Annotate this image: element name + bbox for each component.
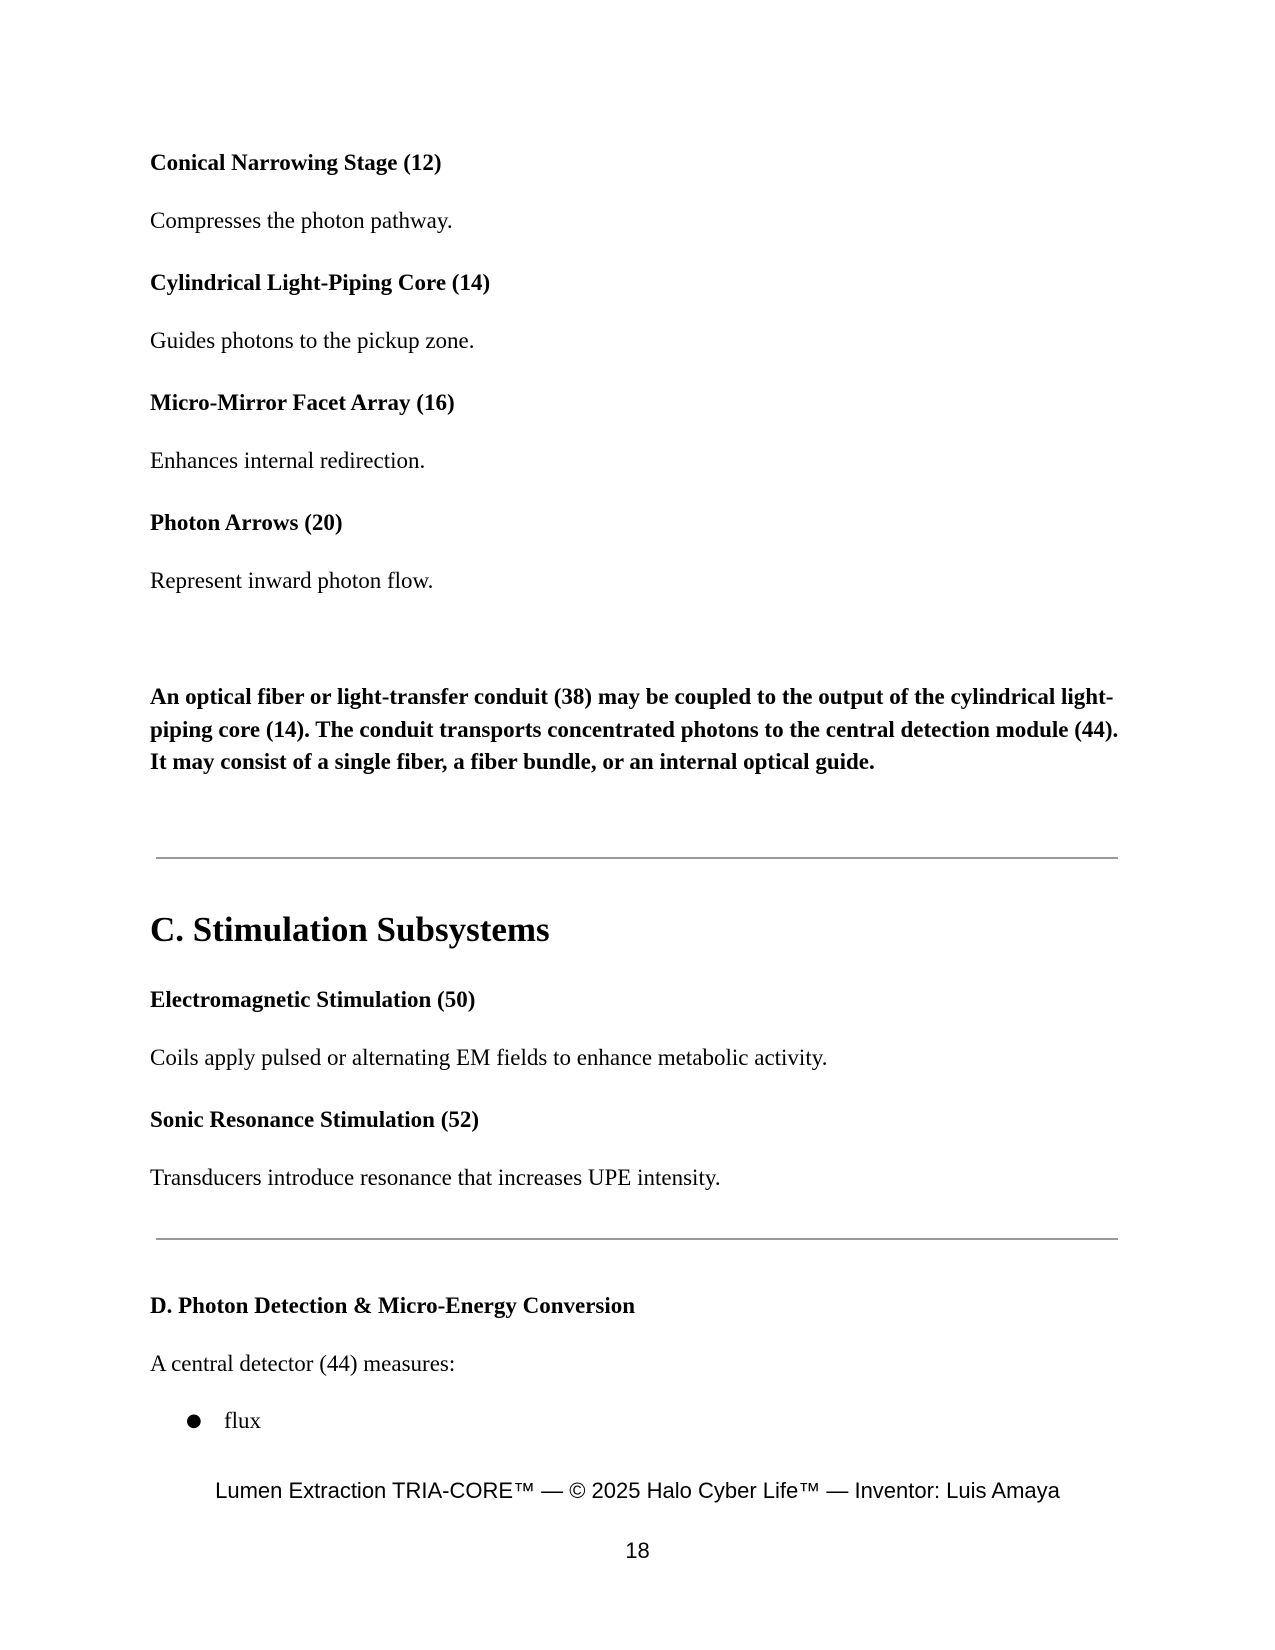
item-text-micro-mirror-array: Enhances internal redirection. [150,448,426,473]
item-heading-cylindrical-core: Cylindrical Light-Piping Core (14) [150,270,491,295]
section-divider [156,857,1118,859]
page-footer: Lumen Extraction TRIA-CORE™ — © 2025 Halo Cyber Life™ — Inventor: Luis Amaya [215,1478,1060,1503]
section-d-title: D. Photon Detection & Micro-Energy Conversion [150,1293,636,1318]
item-heading-micro-mirror-array: Micro-Mirror Facet Array (16) [150,390,455,415]
conduit-paragraph: An optical fiber or light-transfer conduit (38) may be coupled to the output of the cylindrical light-piping core (14). The conduit transports concentrated photons to the central detection module (44). It may consist of a single fiber, a fiber bundle, or an internal optical guide. [150,684,1119,774]
section-d-intro: A central detector (44) measures: [150,1351,456,1376]
item-heading-photon-arrows: Photon Arrows (20) [150,510,343,535]
page-number: 18 [625,1538,650,1563]
item-heading-sonic-stimulation: Sonic Resonance Stimulation (52) [150,1107,480,1132]
section-c-title: C. Stimulation Subsystems [150,910,550,949]
item-text-sonic-stimulation: Transducers introduce resonance that increases UPE intensity. [150,1165,721,1190]
item-heading-conical-narrowing-stage: Conical Narrowing Stage (12) [150,150,442,175]
item-text-em-stimulation: Coils apply pulsed or alternating EM fields to enhance metabolic activity. [150,1045,828,1070]
item-text-cylindrical-core: Guides photons to the pickup zone. [150,328,475,353]
item-text-conical-narrowing-stage: Compresses the photon pathway. [150,208,453,233]
item-text-photon-arrows: Represent inward photon flow. [150,568,434,593]
list-item [186,1407,202,1435]
section-divider [156,1238,1118,1240]
bullet-icon: ● [186,1410,202,1431]
bullet-text: flux [224,1408,262,1433]
item-heading-em-stimulation: Electromagnetic Stimulation (50) [150,987,476,1012]
